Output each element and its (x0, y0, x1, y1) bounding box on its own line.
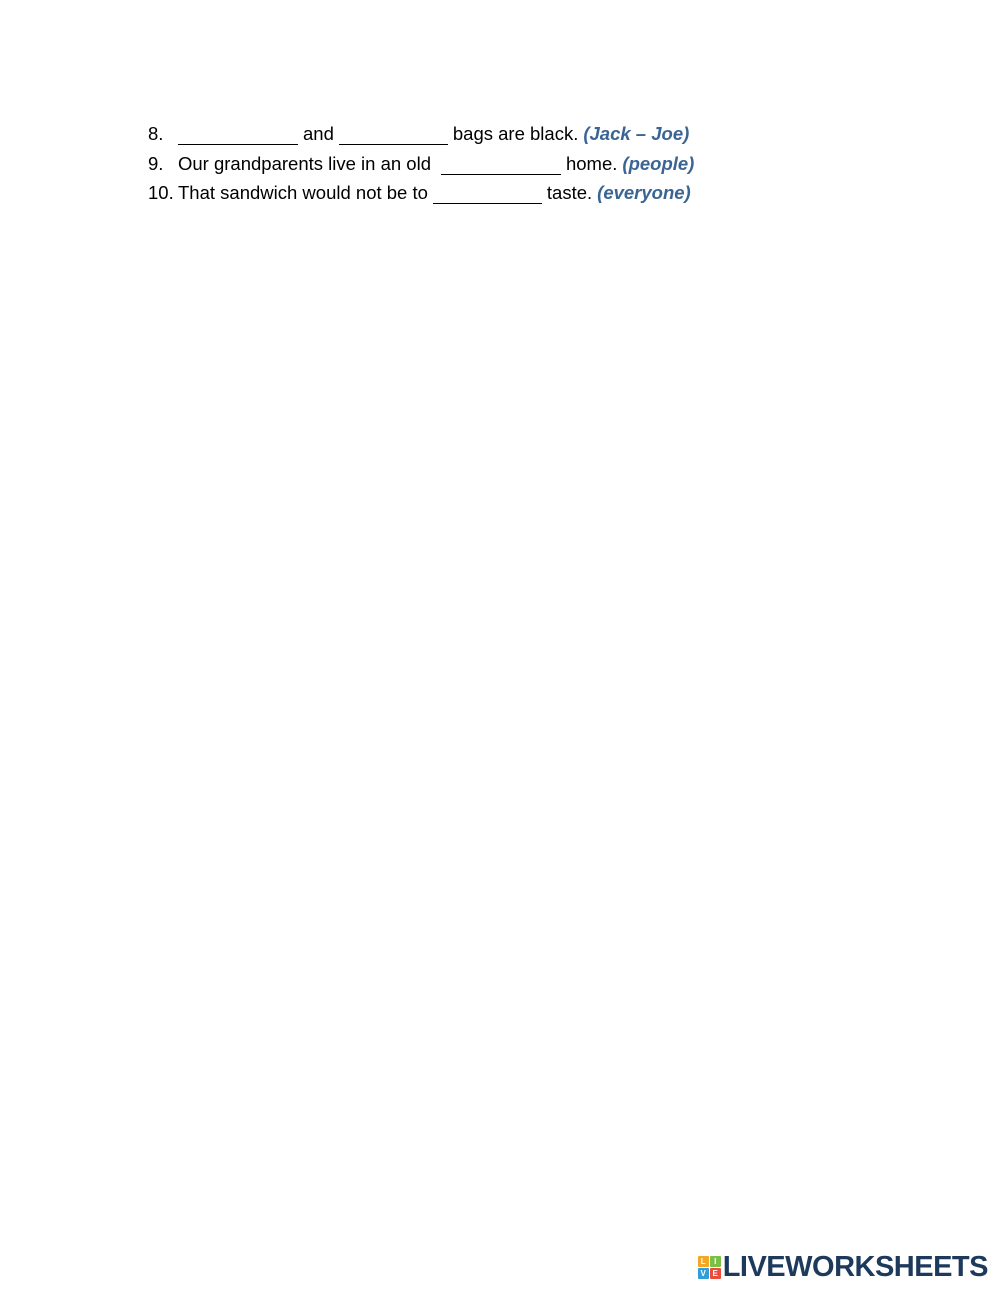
logo-tile-e: E (710, 1268, 721, 1279)
answer-blank-8b[interactable] (339, 128, 448, 145)
answer-blank-9[interactable] (441, 158, 561, 175)
sentence-text: taste. (546, 182, 593, 203)
logo-tile-i: I (710, 1256, 721, 1267)
logo-tile-l: L (698, 1256, 709, 1267)
brand-name: LIVEWORKSHEETS (722, 1251, 988, 1283)
worksheet-exercise-list (148, 122, 868, 211)
liveworksheets-logo-icon (698, 1256, 721, 1279)
hint-text: (people) (622, 152, 695, 174)
sentence-text: That sandwich would not be to (178, 182, 428, 203)
exercise-item-9 (148, 152, 868, 182)
connector-text: and (303, 123, 334, 144)
exercise-item-8 (148, 122, 868, 152)
answer-blank-8a[interactable] (178, 128, 298, 145)
sentence-text: bags are black. (452, 123, 579, 144)
hint-text: (Jack – Joe) (583, 123, 690, 144)
item-number: 9. (148, 152, 164, 174)
item-number: 8. (148, 123, 164, 144)
item-number: 10. (148, 182, 174, 203)
sentence-text: Our grandparents live in an old (178, 152, 431, 174)
exercise-item-10 (148, 181, 868, 211)
sentence-text: home. (565, 152, 618, 174)
answer-blank-10[interactable] (433, 187, 542, 204)
liveworksheets-logo (698, 1252, 988, 1282)
hint-text: (everyone) (597, 182, 691, 203)
logo-tile-v: V (698, 1268, 709, 1279)
